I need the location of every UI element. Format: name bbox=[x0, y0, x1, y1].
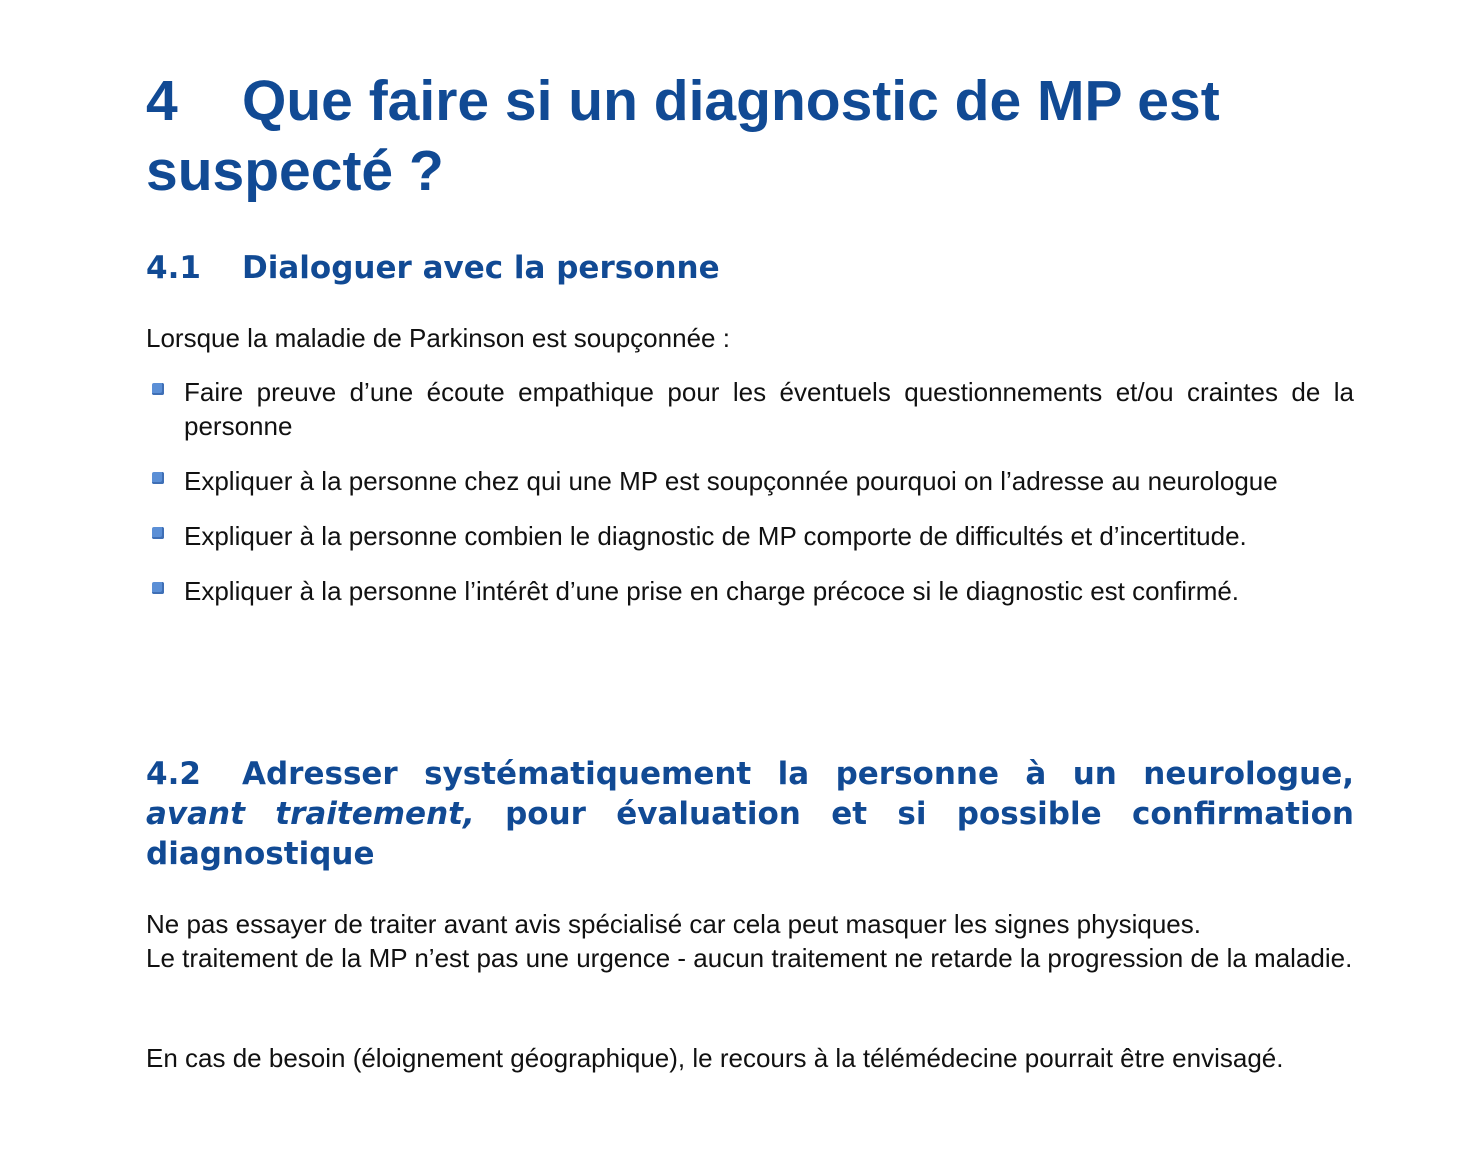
section-heading-4-1 bbox=[146, 248, 1354, 288]
section-title-part1: Adresser systématiquement la personne à un neurologue, bbox=[242, 756, 1354, 792]
bullet-square-icon bbox=[152, 472, 164, 484]
list-item-text: Expliquer à la personne chez qui une MP est soupçonnée pourquoi on l’adresse au neurologue bbox=[184, 466, 1278, 496]
list-item bbox=[146, 375, 1354, 443]
list-item-text: Faire preuve d’une écoute empathique pour les éventuels questionnements et/ou craintes de la personne bbox=[184, 377, 1354, 441]
body-paragraph: En cas de besoin (éloignement géographique), le recours à la télémédecine pourrait être envisagé. bbox=[146, 1043, 1284, 1073]
section-number: 4.2 bbox=[146, 756, 201, 792]
bullet-square-icon bbox=[152, 527, 164, 539]
chapter-heading bbox=[146, 66, 1354, 206]
bullet-square-icon bbox=[152, 383, 164, 395]
section-number: 4.1 bbox=[146, 250, 201, 286]
bullet-square-icon bbox=[152, 582, 164, 594]
section-title: Dialoguer avec la personne bbox=[242, 250, 720, 286]
list-item-text: Expliquer à la personne l’intérêt d’une prise en charge précoce si le diagnostic est confirmé. bbox=[184, 576, 1240, 606]
section-heading-4-2 bbox=[146, 754, 1354, 874]
bullet-list bbox=[146, 375, 1354, 629]
section-title-part2: pour évaluation et si possible confirmation diagnostique bbox=[146, 796, 1355, 872]
list-item bbox=[146, 574, 1354, 608]
chapter-number: 4 bbox=[146, 69, 178, 133]
list-item bbox=[146, 464, 1354, 498]
list-item bbox=[146, 519, 1354, 553]
chapter-title: Que faire si un diagnostic de MP est suspecté ? bbox=[146, 69, 1220, 203]
body-paragraph: Ne pas essayer de traiter avant avis spécialisé car cela peut masquer les signes physiques. bbox=[146, 909, 1201, 939]
body-paragraph: Le traitement de la MP n’est pas une urgence - aucun traitement ne retarde la progression de la maladie. bbox=[146, 943, 1353, 973]
section-title-italic: avant traitement, bbox=[146, 796, 475, 832]
list-item-text: Expliquer à la personne combien le diagnostic de MP comporte de difficultés et d’incertitude. bbox=[184, 521, 1247, 551]
section-intro: Lorsque la maladie de Parkinson est soupçonnée : bbox=[146, 323, 730, 353]
